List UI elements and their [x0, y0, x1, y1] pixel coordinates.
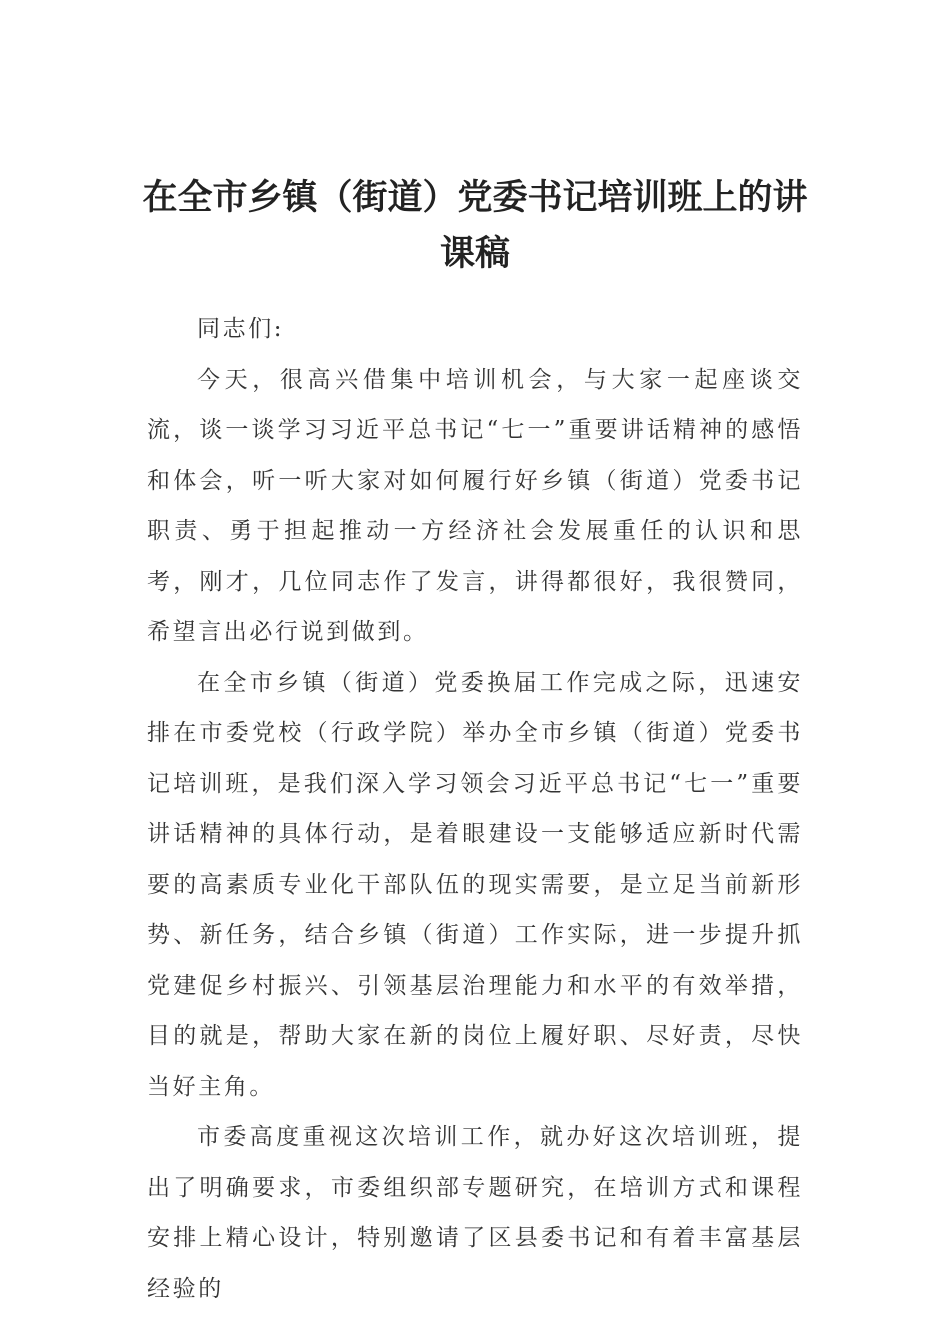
- document-body: [147, 304, 803, 1314]
- body-paragraph: 市委高度重视这次培训工作，就办好这次培训班，提出了明确要求，市委组织部专题研究，在培训方式和课程安排上精心设计，特别邀请了区县委书记和有着丰富基层经验的: [147, 1124, 803, 1302]
- salutation-paragraph: 同志们:: [197, 316, 285, 342]
- document-title: 在全市乡镇（街道）党委书记培训班上的讲课稿: [142, 177, 808, 274]
- body-paragraph: 在全市乡镇（街道）党委换届工作完成之际，迅速安排在市委党校（行政学院）举办全市乡镇（街道）党委书记培训班，是我们深入学习领会习近平总书记“七一”重要讲话精神的具体行动，是着眼建设一支能够适应新时代需要的高素质专业化干部队伍的现实需要，是立足当前新形势、新任务，结合乡镇（街道）工作实际，进一步提升抓党建促乡村振兴、引领基层治理能力和水平的有效举措，目的就是，帮助大家在新的岗位上履好职、尽好责，尽快当好主角。: [147, 669, 803, 1100]
- body-paragraph: 今天，很高兴借集中培训机会，与大家一起座谈交流，谈一谈学习习近平总书记“七一”重要讲话精神的感悟和体会，听一听大家对如何履行好乡镇（街道）党委书记职责、勇于担起推动一方经济社会发展重任的认识和思考，刚才，几位同志作了发言，讲得都很好，我很赞同，希望言出必行说到做到。: [147, 366, 803, 645]
